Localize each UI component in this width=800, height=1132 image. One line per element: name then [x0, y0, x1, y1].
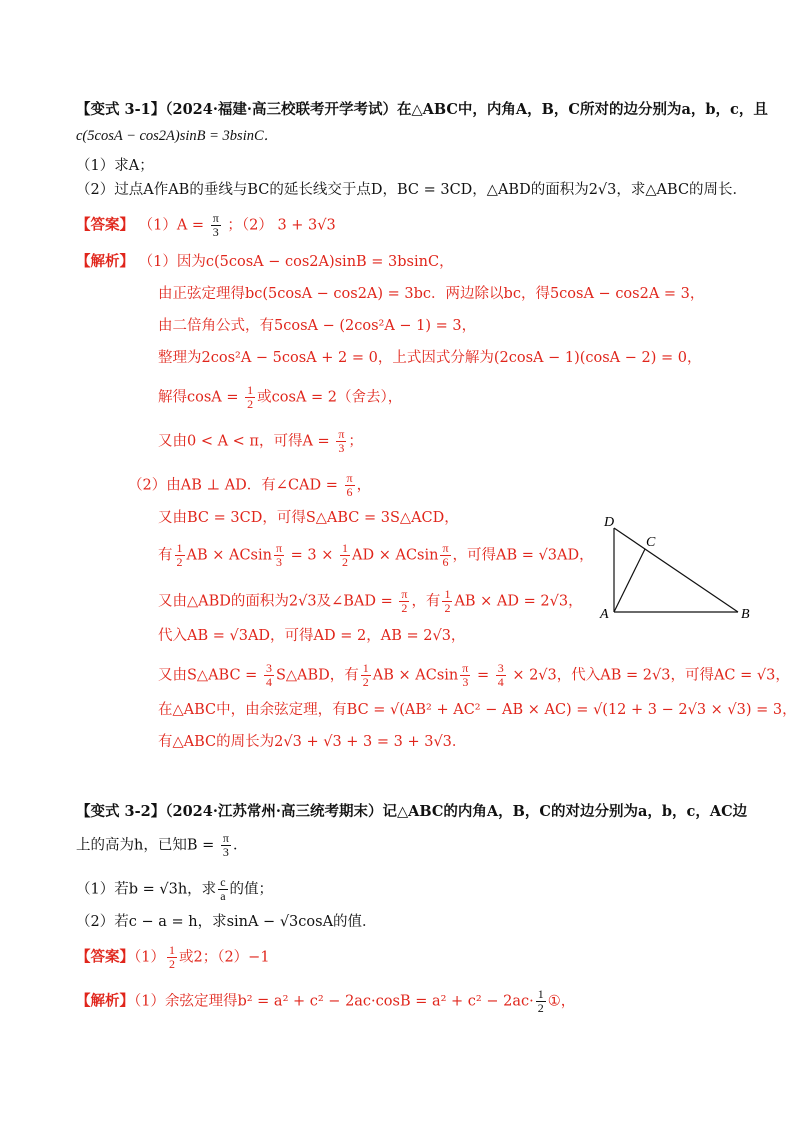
text-segment: 或cosA = 2（舍去），	[257, 389, 403, 406]
problem1-header-text: 【变式 3-1】（2024·福建·高三校联考开学考试）在△ABC中，内角A，B，C所对的边分别为a，b，c，且	[76, 101, 768, 118]
fraction	[274, 542, 284, 569]
fraction-denominator: 3	[212, 225, 219, 239]
text-segment: 有	[158, 547, 173, 564]
problem1-question2: （2）过点A作AB的垂线与BC的延长线交于点D，BC = 3CD，△ABD的面积为2√3，求△ABC的周长．	[76, 182, 748, 198]
fraction-numerator: π	[346, 471, 353, 485]
problem1-analysis-l12	[158, 662, 790, 689]
fraction	[496, 662, 506, 689]
analysis-text: （1）因为c(5cosA − cos2A)sinB = 3bsinC，	[138, 254, 454, 270]
fraction-numerator: π	[462, 661, 469, 675]
fraction-denominator: 2	[362, 675, 369, 689]
fraction-denominator: 4	[265, 675, 272, 689]
label-A: A	[600, 607, 609, 622]
text-segment: ，可得AB = √3AD，	[452, 547, 594, 564]
answer-label: 【答案】	[76, 948, 134, 966]
text-segment: 上的高为h，已知B =	[76, 837, 219, 854]
fraction-numerator: π	[442, 541, 449, 555]
fraction-numerator: π	[401, 587, 408, 601]
problem1-answer	[76, 212, 336, 239]
problem2-answer	[76, 944, 270, 971]
fraction	[340, 542, 350, 569]
fraction	[167, 944, 177, 971]
fraction-denominator: 2	[176, 555, 183, 569]
problem2-analysis	[76, 988, 575, 1015]
problem2-header-line2	[76, 832, 247, 859]
fraction-numerator: π	[338, 427, 345, 441]
text-segment: × 2√3，代入AB = 2√3，可得AC = √3，	[507, 667, 790, 684]
answer-fraction	[211, 212, 221, 239]
fraction	[218, 876, 227, 903]
fraction-denominator: 3	[276, 555, 283, 569]
text-segment: 又由0 < A < π，可得A =	[158, 433, 335, 450]
answer-text2: ；（2） 3 + 3√3	[227, 217, 336, 234]
fraction-denominator: 2	[444, 601, 451, 615]
fraction-denominator: a	[220, 889, 226, 903]
fraction	[245, 384, 255, 411]
fraction-numerator: 1	[537, 987, 544, 1001]
fraction-numerator: c	[220, 875, 226, 889]
fraction-numerator: 1	[342, 541, 349, 555]
problem1-analysis-l14: 有△ABC的周长为2√3 + √3 + 3 = 3 + 3√3．	[158, 734, 467, 750]
problem1-analysis-l13: 在△ABC中，由余弦定理，有BC = √(AB² + AC² − AB × AC) = √(12 + 3 − 2√3 × √3) = 3，	[158, 702, 797, 718]
analysis-label: 【解析】	[76, 992, 134, 1010]
fraction-numerator: 1	[168, 943, 175, 957]
problem1-analysis-l1	[76, 252, 454, 272]
text-segment: S△ABD，有	[275, 667, 359, 684]
fraction	[221, 832, 231, 859]
fraction-denominator: 2	[168, 957, 175, 971]
analysis-label: 【解析】	[76, 253, 134, 270]
problem2-header	[76, 802, 747, 822]
fraction	[175, 542, 185, 569]
fraction-denominator: 3	[222, 845, 229, 859]
text-segment: ，	[356, 477, 372, 494]
segment-DB	[614, 528, 738, 612]
problem2-question2: （2）若c − a = h，求sinA − √3cosA的值．	[76, 914, 377, 930]
fraction-denominator: 6	[442, 555, 449, 569]
problem1-analysis-l2: 由正弦定理得bc(5cosA − cos2A) = 3bc．两边除以bc，得5cosA − cos2A = 3，	[158, 286, 705, 302]
problem1-analysis-l11: 代入AB = √3AD，可得AD = 2，AB = 2√3，	[158, 628, 466, 644]
fraction-denominator: 3	[462, 675, 469, 689]
text-segment: AB × ACsin	[186, 547, 272, 564]
answer-text1: （1）A =	[138, 217, 209, 234]
fraction-denominator: 6	[346, 485, 353, 499]
fraction-numerator: π	[222, 831, 229, 845]
fraction-numerator: 1	[362, 661, 369, 675]
fraction-denominator: 2	[342, 555, 349, 569]
fraction-numerator: 1	[247, 383, 254, 397]
fraction	[442, 588, 452, 615]
text-segment: （1）若b = √3h，求	[76, 881, 217, 898]
fraction	[361, 662, 371, 689]
problem1-analysis-l3: 由二倍角公式，有5cosA − (2cos²A − 1) = 3，	[158, 318, 477, 334]
label-C: C	[646, 535, 656, 550]
fraction	[536, 988, 546, 1015]
problem1-analysis-l4: 整理为2cos²A − 5cosA + 2 = 0，上式因式分解为(2cosA − 1)(cosA − 2) = 0，	[158, 350, 702, 366]
text-segment: AD × ACsin	[352, 547, 439, 564]
problem1-analysis-l5	[158, 384, 402, 411]
text-segment: AB × AD = 2√3，	[454, 593, 583, 610]
text-segment: AB × ACsin	[372, 667, 459, 684]
text-segment: 又由S△ABC =	[158, 667, 262, 684]
problem2-question1	[76, 876, 273, 903]
text-segment: （1）余弦定理得b² = a² + c² − 2ac·cosB = a² + c² − 2ac·	[134, 993, 534, 1010]
fraction-denominator: 3	[338, 441, 345, 455]
label-D: D	[604, 515, 615, 530]
problem1-analysis-l8: 又由BC = 3CD，可得S△ABC = 3S△ACD，	[158, 510, 459, 526]
triangle-diagram	[598, 512, 758, 624]
text-segment: 解得cosA =	[158, 389, 244, 406]
problem1-analysis-l6	[158, 428, 363, 455]
fraction-denominator: 4	[497, 675, 504, 689]
fraction	[264, 662, 274, 689]
text-segment: =	[472, 667, 494, 684]
label-B: B	[741, 607, 750, 622]
fraction-numerator: π	[275, 541, 283, 555]
answer-label: 【答案】	[76, 216, 134, 234]
text-segment: 的值；	[229, 881, 274, 898]
text-segment: （1）	[134, 949, 165, 966]
text-segment: ，有	[411, 593, 441, 610]
fraction-numerator: 1	[444, 587, 451, 601]
problem1-analysis-l9	[158, 542, 594, 569]
problem2-header-text: 【变式 3-2】（2024·江苏常州·高三统考期末）记△ABC的内角A，B，C的对边分别为a，b，c，AC边	[76, 803, 748, 820]
fraction	[440, 542, 450, 569]
fraction-numerator: 1	[176, 541, 183, 555]
text-segment: ；	[348, 433, 363, 450]
text-segment: ．	[232, 837, 248, 854]
fraction-denominator: 2	[247, 397, 254, 411]
problem1-condition: c(5cosA − cos2A)sinB = 3bsinC．	[76, 128, 279, 144]
text-segment: = 3 ×	[286, 547, 339, 564]
text-segment: 或2；（2）−1	[178, 949, 270, 966]
text-segment: ①，	[547, 993, 576, 1010]
fraction	[336, 428, 346, 455]
fraction	[399, 588, 409, 615]
problem1-analysis-l7	[128, 472, 371, 499]
fraction-numerator: π	[212, 211, 219, 225]
problem1-question1: （1）求A；	[76, 158, 154, 174]
fraction	[345, 472, 355, 499]
fraction-denominator: 2	[401, 601, 408, 615]
text-segment: （2）由AB ⊥ AD．有∠CAD =	[128, 477, 343, 494]
segment-AC	[614, 549, 645, 612]
fraction-numerator: 3	[265, 661, 272, 675]
problem1-analysis-l10	[158, 588, 583, 615]
text-segment: 又由△ABD的面积为2√3及∠BAD =	[158, 593, 398, 610]
fraction-denominator: 2	[537, 1001, 544, 1015]
fraction	[460, 662, 470, 689]
problem1-header	[76, 100, 768, 120]
fraction-numerator: 3	[497, 661, 504, 675]
